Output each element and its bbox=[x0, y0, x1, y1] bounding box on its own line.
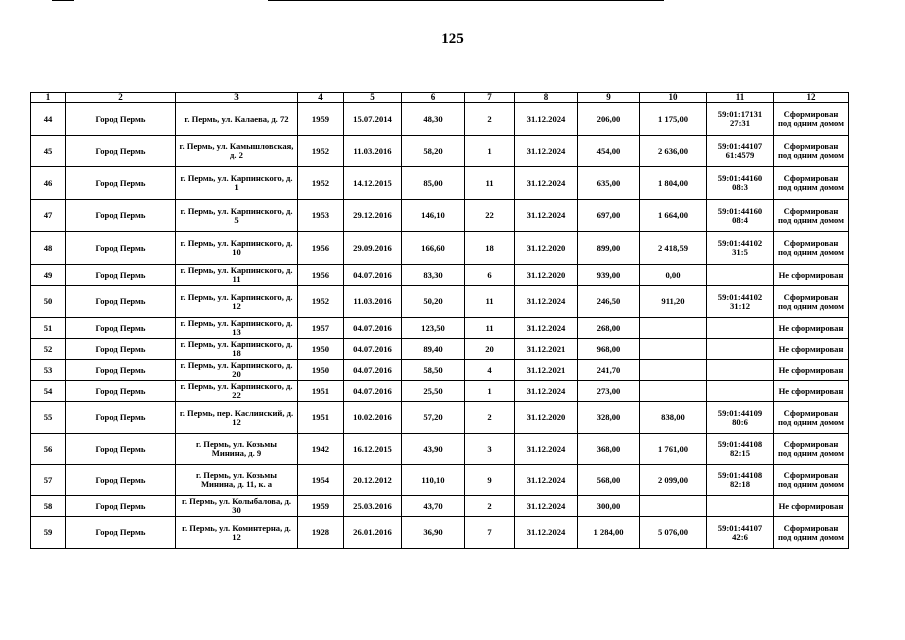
survey-date-cell: 11.03.2016 bbox=[344, 136, 402, 167]
residents-count-cell: 11 bbox=[465, 286, 515, 318]
area-cell: 43,70 bbox=[402, 496, 465, 517]
area-cell: 58,50 bbox=[402, 360, 465, 381]
municipality-cell: Город Пермь bbox=[66, 465, 176, 496]
column-number-row bbox=[31, 93, 849, 103]
residents-count-cell: 1 bbox=[465, 136, 515, 167]
residents-count-cell: 1 bbox=[465, 381, 515, 402]
year-built-cell: 1956 bbox=[298, 232, 344, 265]
amount-9-cell: 206,00 bbox=[578, 103, 640, 136]
row-number-cell: 48 bbox=[31, 232, 66, 265]
land-status-cell: Не сформирован bbox=[774, 496, 849, 517]
land-status-cell: Не сформирован bbox=[774, 265, 849, 286]
amount-9-cell: 273,00 bbox=[578, 381, 640, 402]
amount-9-cell: 300,00 bbox=[578, 496, 640, 517]
land-status-cell: Не сформирован bbox=[774, 339, 849, 360]
year-built-cell: 1942 bbox=[298, 434, 344, 465]
amount-10-cell: 911,20 bbox=[640, 286, 707, 318]
column-header: 4 bbox=[298, 93, 344, 103]
year-built-cell: 1928 bbox=[298, 517, 344, 549]
deadline-cell: 31.12.2024 bbox=[515, 381, 578, 402]
address-cell: г. Пермь, ул. Карпинского, д. 1 bbox=[176, 167, 298, 200]
cadastral-number-cell: 59:01:44108 82:15 bbox=[707, 434, 774, 465]
area-cell: 110,10 bbox=[402, 465, 465, 496]
deadline-cell: 31.12.2020 bbox=[515, 265, 578, 286]
municipality-cell: Город Пермь bbox=[66, 318, 176, 339]
survey-date-cell: 04.07.2016 bbox=[344, 339, 402, 360]
area-cell: 57,20 bbox=[402, 402, 465, 434]
land-status-cell: Сформирован под одним домом bbox=[774, 517, 849, 549]
land-status-cell: Не сформирован bbox=[774, 318, 849, 339]
municipality-cell: Город Пермь bbox=[66, 136, 176, 167]
area-cell: 146,10 bbox=[402, 200, 465, 232]
amount-9-cell: 241,70 bbox=[578, 360, 640, 381]
deadline-cell: 31.12.2024 bbox=[515, 517, 578, 549]
cadastral-number-cell: 59:01:44109 80:6 bbox=[707, 402, 774, 434]
table-body bbox=[31, 103, 849, 549]
row-number-cell: 45 bbox=[31, 136, 66, 167]
amount-9-cell: 454,00 bbox=[578, 136, 640, 167]
column-header: 8 bbox=[515, 93, 578, 103]
address-cell: г. Пермь, ул. Карпинского, д. 12 bbox=[176, 286, 298, 318]
column-header: 6 bbox=[402, 93, 465, 103]
municipality-cell: Город Пермь bbox=[66, 517, 176, 549]
year-built-cell: 1959 bbox=[298, 103, 344, 136]
land-status-cell: Сформирован под одним домом bbox=[774, 434, 849, 465]
survey-date-cell: 04.07.2016 bbox=[344, 360, 402, 381]
survey-date-cell: 29.09.2016 bbox=[344, 232, 402, 265]
amount-10-cell bbox=[640, 318, 707, 339]
amount-10-cell: 1 804,00 bbox=[640, 167, 707, 200]
residents-count-cell: 20 bbox=[465, 339, 515, 360]
land-status-cell: Не сформирован bbox=[774, 360, 849, 381]
address-cell: г. Пермь, ул. Колыбалова, д. 30 bbox=[176, 496, 298, 517]
municipality-cell: Город Пермь bbox=[66, 232, 176, 265]
cadastral-number-cell bbox=[707, 265, 774, 286]
table-row bbox=[31, 200, 849, 232]
land-status-cell: Сформирован под одним домом bbox=[774, 167, 849, 200]
municipality-cell: Город Пермь bbox=[66, 265, 176, 286]
amount-10-cell: 0,00 bbox=[640, 265, 707, 286]
cadastral-number-cell bbox=[707, 318, 774, 339]
amount-9-cell: 968,00 bbox=[578, 339, 640, 360]
survey-date-cell: 14.12.2015 bbox=[344, 167, 402, 200]
row-number-cell: 56 bbox=[31, 434, 66, 465]
row-number-cell: 53 bbox=[31, 360, 66, 381]
cadastral-number-cell: 59:01:44107 42:6 bbox=[707, 517, 774, 549]
survey-date-cell: 04.07.2016 bbox=[344, 265, 402, 286]
amount-9-cell: 1 284,00 bbox=[578, 517, 640, 549]
column-header: 7 bbox=[465, 93, 515, 103]
amount-9-cell: 246,50 bbox=[578, 286, 640, 318]
year-built-cell: 1950 bbox=[298, 339, 344, 360]
deadline-cell: 31.12.2024 bbox=[515, 496, 578, 517]
municipality-cell: Город Пермь bbox=[66, 339, 176, 360]
survey-date-cell: 15.07.2014 bbox=[344, 103, 402, 136]
amount-9-cell: 635,00 bbox=[578, 167, 640, 200]
address-cell: г. Пермь, ул. Камышловская, д. 2 bbox=[176, 136, 298, 167]
deadline-cell: 31.12.2024 bbox=[515, 167, 578, 200]
cadastral-number-cell: 59:01:17131 27:31 bbox=[707, 103, 774, 136]
amount-10-cell: 2 418,59 bbox=[640, 232, 707, 265]
address-cell: г. Пермь, ул. Карпинского, д. 18 bbox=[176, 339, 298, 360]
table-row bbox=[31, 339, 849, 360]
row-number-cell: 50 bbox=[31, 286, 66, 318]
table-row bbox=[31, 402, 849, 434]
year-built-cell: 1959 bbox=[298, 496, 344, 517]
row-number-cell: 59 bbox=[31, 517, 66, 549]
table-row bbox=[31, 360, 849, 381]
amount-9-cell: 328,00 bbox=[578, 402, 640, 434]
table-row bbox=[31, 265, 849, 286]
amount-9-cell: 268,00 bbox=[578, 318, 640, 339]
row-number-cell: 52 bbox=[31, 339, 66, 360]
municipality-cell: Город Пермь bbox=[66, 360, 176, 381]
address-cell: г. Пермь, ул. Калаева, д. 72 bbox=[176, 103, 298, 136]
survey-date-cell: 20.12.2012 bbox=[344, 465, 402, 496]
area-cell: 36,90 bbox=[402, 517, 465, 549]
municipality-cell: Город Пермь bbox=[66, 381, 176, 402]
land-status-cell: Сформирован под одним домом bbox=[774, 465, 849, 496]
row-number-cell: 57 bbox=[31, 465, 66, 496]
top-rule-center bbox=[268, 0, 664, 1]
deadline-cell: 31.12.2024 bbox=[515, 103, 578, 136]
deadline-cell: 31.12.2024 bbox=[515, 136, 578, 167]
area-cell: 83,30 bbox=[402, 265, 465, 286]
residents-count-cell: 3 bbox=[465, 434, 515, 465]
table-row bbox=[31, 167, 849, 200]
row-number-cell: 51 bbox=[31, 318, 66, 339]
land-status-cell: Сформирован под одним домом bbox=[774, 402, 849, 434]
row-number-cell: 46 bbox=[31, 167, 66, 200]
deadline-cell: 31.12.2024 bbox=[515, 465, 578, 496]
cadastral-number-cell bbox=[707, 496, 774, 517]
cadastral-number-cell bbox=[707, 339, 774, 360]
cadastral-number-cell bbox=[707, 381, 774, 402]
residents-count-cell: 18 bbox=[465, 232, 515, 265]
amount-10-cell bbox=[640, 381, 707, 402]
residents-count-cell: 11 bbox=[465, 167, 515, 200]
address-cell: г. Пермь, ул. Козьмы Минина, д. 9 bbox=[176, 434, 298, 465]
column-header: 1 bbox=[31, 93, 66, 103]
municipality-cell: Город Пермь bbox=[66, 286, 176, 318]
residents-count-cell: 11 bbox=[465, 318, 515, 339]
year-built-cell: 1952 bbox=[298, 136, 344, 167]
municipality-cell: Город Пермь bbox=[66, 402, 176, 434]
amount-9-cell: 697,00 bbox=[578, 200, 640, 232]
table-row bbox=[31, 434, 849, 465]
address-cell: г. Пермь, ул. Карпинского, д. 5 bbox=[176, 200, 298, 232]
area-cell: 43,90 bbox=[402, 434, 465, 465]
amount-10-cell: 1 664,00 bbox=[640, 200, 707, 232]
column-header: 5 bbox=[344, 93, 402, 103]
area-cell: 166,60 bbox=[402, 232, 465, 265]
cadastral-number-cell: 59:01:44102 31:12 bbox=[707, 286, 774, 318]
column-header: 3 bbox=[176, 93, 298, 103]
amount-9-cell: 368,00 bbox=[578, 434, 640, 465]
year-built-cell: 1950 bbox=[298, 360, 344, 381]
residents-count-cell: 6 bbox=[465, 265, 515, 286]
amount-10-cell: 1 175,00 bbox=[640, 103, 707, 136]
amount-10-cell: 5 076,00 bbox=[640, 517, 707, 549]
area-cell: 89,40 bbox=[402, 339, 465, 360]
area-cell: 85,00 bbox=[402, 167, 465, 200]
land-status-cell: Сформирован под одним домом bbox=[774, 286, 849, 318]
amount-10-cell bbox=[640, 496, 707, 517]
deadline-cell: 31.12.2024 bbox=[515, 434, 578, 465]
row-number-cell: 49 bbox=[31, 265, 66, 286]
table-row bbox=[31, 496, 849, 517]
deadline-cell: 31.12.2020 bbox=[515, 402, 578, 434]
cadastral-number-cell bbox=[707, 360, 774, 381]
amount-9-cell: 899,00 bbox=[578, 232, 640, 265]
land-status-cell: Сформирован под одним домом bbox=[774, 200, 849, 232]
row-number-cell: 54 bbox=[31, 381, 66, 402]
column-header: 11 bbox=[707, 93, 774, 103]
deadline-cell: 31.12.2024 bbox=[515, 200, 578, 232]
amount-10-cell: 2 636,00 bbox=[640, 136, 707, 167]
year-built-cell: 1954 bbox=[298, 465, 344, 496]
deadline-cell: 31.12.2024 bbox=[515, 318, 578, 339]
residents-count-cell: 2 bbox=[465, 402, 515, 434]
year-built-cell: 1951 bbox=[298, 402, 344, 434]
deadline-cell: 31.12.2024 bbox=[515, 286, 578, 318]
land-status-cell: Сформирован под одним домом bbox=[774, 103, 849, 136]
year-built-cell: 1956 bbox=[298, 265, 344, 286]
table-row bbox=[31, 286, 849, 318]
table-row bbox=[31, 465, 849, 496]
amount-10-cell: 838,00 bbox=[640, 402, 707, 434]
survey-date-cell: 10.02.2016 bbox=[344, 402, 402, 434]
municipality-cell: Город Пермь bbox=[66, 434, 176, 465]
survey-date-cell: 11.03.2016 bbox=[344, 286, 402, 318]
table-row bbox=[31, 103, 849, 136]
residents-count-cell: 9 bbox=[465, 465, 515, 496]
amount-10-cell bbox=[640, 339, 707, 360]
column-header: 2 bbox=[66, 93, 176, 103]
address-cell: г. Пермь, пер. Каслинский, д. 12 bbox=[176, 402, 298, 434]
deadline-cell: 31.12.2021 bbox=[515, 339, 578, 360]
address-cell: г. Пермь, ул. Карпинского, д. 10 bbox=[176, 232, 298, 265]
area-cell: 50,20 bbox=[402, 286, 465, 318]
year-built-cell: 1952 bbox=[298, 286, 344, 318]
municipality-cell: Город Пермь bbox=[66, 103, 176, 136]
amount-10-cell bbox=[640, 360, 707, 381]
year-built-cell: 1957 bbox=[298, 318, 344, 339]
residents-count-cell: 7 bbox=[465, 517, 515, 549]
area-cell: 25,50 bbox=[402, 381, 465, 402]
residents-count-cell: 4 bbox=[465, 360, 515, 381]
table-row bbox=[31, 136, 849, 167]
land-status-cell: Не сформирован bbox=[774, 381, 849, 402]
column-header: 9 bbox=[578, 93, 640, 103]
column-header: 12 bbox=[774, 93, 849, 103]
top-rule-left bbox=[52, 0, 74, 1]
land-status-cell: Сформирован под одним домом bbox=[774, 136, 849, 167]
year-built-cell: 1952 bbox=[298, 167, 344, 200]
table-row bbox=[31, 381, 849, 402]
address-cell: г. Пермь, ул. Карпинского, д. 11 bbox=[176, 265, 298, 286]
cadastral-number-cell: 59:01:44160 08:4 bbox=[707, 200, 774, 232]
table-row bbox=[31, 318, 849, 339]
table-row bbox=[31, 517, 849, 549]
cadastral-number-cell: 59:01:44102 31:5 bbox=[707, 232, 774, 265]
deadline-cell: 31.12.2020 bbox=[515, 232, 578, 265]
amount-10-cell: 2 099,00 bbox=[640, 465, 707, 496]
page-number: 125 bbox=[441, 31, 464, 47]
deadline-cell: 31.12.2021 bbox=[515, 360, 578, 381]
row-number-cell: 55 bbox=[31, 402, 66, 434]
land-status-cell: Сформирован под одним домом bbox=[774, 232, 849, 265]
cadastral-number-cell: 59:01:44107 61:4579 bbox=[707, 136, 774, 167]
survey-date-cell: 25.03.2016 bbox=[344, 496, 402, 517]
municipality-cell: Город Пермь bbox=[66, 167, 176, 200]
address-cell: г. Пермь, ул. Карпинского, д. 13 bbox=[176, 318, 298, 339]
amount-9-cell: 568,00 bbox=[578, 465, 640, 496]
area-cell: 123,50 bbox=[402, 318, 465, 339]
row-number-cell: 44 bbox=[31, 103, 66, 136]
area-cell: 58,20 bbox=[402, 136, 465, 167]
year-built-cell: 1951 bbox=[298, 381, 344, 402]
survey-date-cell: 04.07.2016 bbox=[344, 318, 402, 339]
survey-date-cell: 26.01.2016 bbox=[344, 517, 402, 549]
cadastral-number-cell: 59:01:44160 08:3 bbox=[707, 167, 774, 200]
address-cell: г. Пермь, ул. Карпинского, д. 22 bbox=[176, 381, 298, 402]
area-cell: 48,30 bbox=[402, 103, 465, 136]
municipality-cell: Город Пермь bbox=[66, 496, 176, 517]
survey-date-cell: 29.12.2016 bbox=[344, 200, 402, 232]
address-cell: г. Пермь, ул. Карпинского, д. 20 bbox=[176, 360, 298, 381]
municipality-cell: Город Пермь bbox=[66, 200, 176, 232]
table-row bbox=[31, 232, 849, 265]
residents-count-cell: 22 bbox=[465, 200, 515, 232]
row-number-cell: 47 bbox=[31, 200, 66, 232]
amount-9-cell: 939,00 bbox=[578, 265, 640, 286]
address-cell: г. Пермь, ул. Козьмы Минина, д. 11, к. а bbox=[176, 465, 298, 496]
register-table bbox=[30, 92, 849, 549]
year-built-cell: 1953 bbox=[298, 200, 344, 232]
column-header: 10 bbox=[640, 93, 707, 103]
residents-count-cell: 2 bbox=[465, 496, 515, 517]
residents-count-cell: 2 bbox=[465, 103, 515, 136]
survey-date-cell: 04.07.2016 bbox=[344, 381, 402, 402]
survey-date-cell: 16.12.2015 bbox=[344, 434, 402, 465]
amount-10-cell: 1 761,00 bbox=[640, 434, 707, 465]
address-cell: г. Пермь, ул. Коминтерна, д. 12 bbox=[176, 517, 298, 549]
cadastral-number-cell: 59:01:44108 82:18 bbox=[707, 465, 774, 496]
row-number-cell: 58 bbox=[31, 496, 66, 517]
